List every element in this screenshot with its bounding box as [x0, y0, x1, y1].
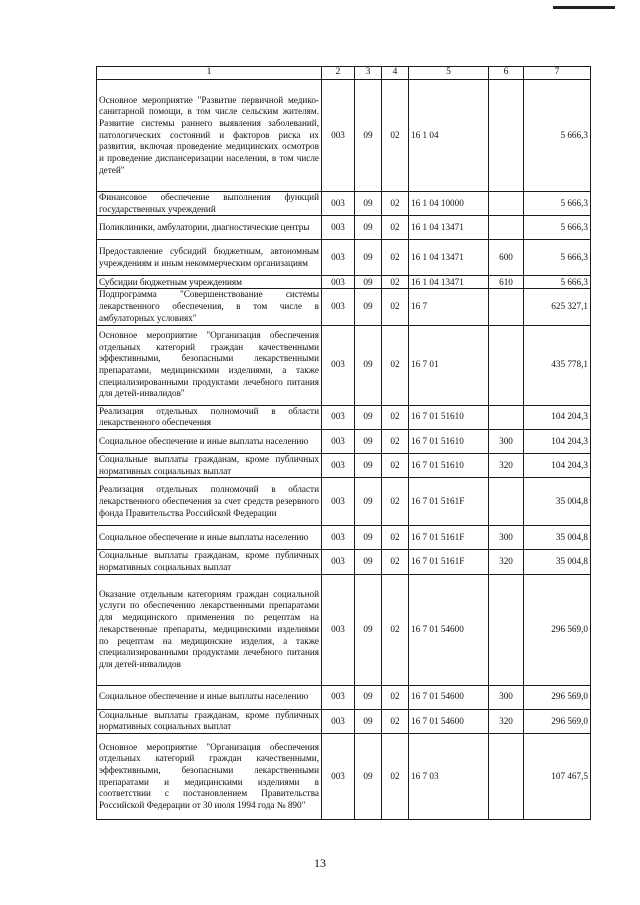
target-article-cell: 16 7 01 54600 — [409, 685, 489, 709]
subsection-code-cell: 02 — [382, 453, 409, 477]
subsection-code-cell: 02 — [382, 240, 409, 276]
amount-cell: 435 778,1 — [524, 325, 591, 405]
ministry-code-cell: 003 — [322, 734, 355, 820]
target-article-cell: 16 7 01 5161F — [409, 478, 489, 526]
subsection-code-cell: 02 — [382, 405, 409, 429]
header-cell: 6 — [489, 67, 524, 80]
table-row — [97, 550, 591, 574]
table-row — [97, 734, 591, 820]
header-cell: 4 — [382, 67, 409, 80]
expense-type-cell — [489, 734, 524, 820]
header-cell: 7 — [524, 67, 591, 80]
ministry-code-cell: 003 — [322, 478, 355, 526]
amount-cell: 35 004,8 — [524, 550, 591, 574]
amount-cell: 104 204,3 — [524, 429, 591, 453]
section-code-cell: 09 — [355, 216, 382, 240]
header-cell: 5 — [409, 67, 489, 80]
amount-cell: 5 666,3 — [524, 192, 591, 216]
subsection-code-cell: 02 — [382, 709, 409, 733]
expense-type-cell: 300 — [489, 685, 524, 709]
target-article-cell: 16 7 01 51610 — [409, 453, 489, 477]
ministry-code-cell: 003 — [322, 405, 355, 429]
item-name-cell: Поликлиники, амбулатории, диагностические центры — [97, 216, 322, 240]
ministry-code-cell: 003 — [322, 289, 355, 325]
budget-table — [96, 66, 591, 820]
subsection-code-cell: 02 — [382, 478, 409, 526]
section-code-cell: 09 — [355, 453, 382, 477]
item-name-cell: Реализация отдельных полномочий в области лекарственного обеспечения — [97, 405, 322, 429]
target-article-cell: 16 7 01 5161F — [409, 550, 489, 574]
amount-cell: 5 666,3 — [524, 276, 591, 289]
expense-type-cell — [489, 192, 524, 216]
item-name-cell: Субсидии бюджетным учреждениям — [97, 276, 322, 289]
amount-cell: 35 004,8 — [524, 526, 591, 550]
section-code-cell: 09 — [355, 405, 382, 429]
item-name-cell: Социальные выплаты гражданам, кроме публичных нормативных социальных выплат — [97, 453, 322, 477]
amount-cell: 5 666,3 — [524, 216, 591, 240]
ministry-code-cell: 003 — [322, 574, 355, 685]
item-name-cell: Основное мероприятие "Организация обеспечения отдельных категорий граждан качественными эффективными, безопасными лекарственными препаратами, медицинскими изделиями, а также специализированными продуктами лечебного питания для детей-инвалидов" — [97, 325, 322, 405]
amount-cell: 35 004,8 — [524, 478, 591, 526]
subsection-code-cell: 02 — [382, 325, 409, 405]
scan-edge-mark — [553, 6, 615, 9]
section-code-cell: 09 — [355, 289, 382, 325]
amount-cell: 104 204,3 — [524, 453, 591, 477]
item-name-cell: Социальное обеспечение и иные выплаты населению — [97, 526, 322, 550]
target-article-cell: 16 7 01 51610 — [409, 429, 489, 453]
expense-type-cell: 320 — [489, 453, 524, 477]
amount-cell: 296 569,0 — [524, 574, 591, 685]
subsection-code-cell: 02 — [382, 685, 409, 709]
amount-cell: 296 569,0 — [524, 709, 591, 733]
amount-cell: 5 666,3 — [524, 240, 591, 276]
item-name-cell: Социальное обеспечение и иные выплаты населению — [97, 685, 322, 709]
header-row — [97, 67, 591, 80]
subsection-code-cell: 02 — [382, 429, 409, 453]
expense-type-cell: 600 — [489, 240, 524, 276]
amount-cell: 107 467,5 — [524, 734, 591, 820]
expense-type-cell — [489, 574, 524, 685]
target-article-cell: 16 7 — [409, 289, 489, 325]
ministry-code-cell: 003 — [322, 240, 355, 276]
item-name-cell: Социальные выплаты гражданам, кроме публичных нормативных социальных выплат — [97, 709, 322, 733]
table-row — [97, 276, 591, 289]
header-cell: 2 — [322, 67, 355, 80]
subsection-code-cell: 02 — [382, 80, 409, 192]
item-name-cell: Предоставление субсидий бюджетным, автономным учреждениям и иным некоммерческим организациям — [97, 240, 322, 276]
subsection-code-cell: 02 — [382, 526, 409, 550]
target-article-cell: 16 1 04 — [409, 80, 489, 192]
subsection-code-cell: 02 — [382, 550, 409, 574]
table-row — [97, 289, 591, 325]
table-row — [97, 192, 591, 216]
target-article-cell: 16 7 03 — [409, 734, 489, 820]
target-article-cell: 16 7 01 54600 — [409, 709, 489, 733]
amount-cell: 625 327,1 — [524, 289, 591, 325]
header-cell: 3 — [355, 67, 382, 80]
section-code-cell: 09 — [355, 526, 382, 550]
table-row — [97, 216, 591, 240]
item-name-cell: Оказание отдельным категориям граждан социальной услуги по обеспечению лекарственными препаратами для медицинского применения по рецептам на лекарственные препараты, медицинскими изделиями по рецептам на медицинские изделия, а также специализированными продуктами лечебного питания для детей-инвалидов — [97, 574, 322, 685]
expense-type-cell: 300 — [489, 526, 524, 550]
amount-cell: 5 666,3 — [524, 80, 591, 192]
target-article-cell: 16 7 01 51610 — [409, 405, 489, 429]
subsection-code-cell: 02 — [382, 216, 409, 240]
section-code-cell: 09 — [355, 709, 382, 733]
ministry-code-cell: 003 — [322, 192, 355, 216]
ministry-code-cell: 003 — [322, 80, 355, 192]
target-article-cell: 16 7 01 54600 — [409, 574, 489, 685]
ministry-code-cell: 003 — [322, 550, 355, 574]
table-row — [97, 325, 591, 405]
table-row — [97, 80, 591, 192]
table-row — [97, 240, 591, 276]
section-code-cell: 09 — [355, 325, 382, 405]
section-code-cell: 09 — [355, 734, 382, 820]
table-row — [97, 405, 591, 429]
expense-type-cell: 300 — [489, 429, 524, 453]
subsection-code-cell: 02 — [382, 574, 409, 685]
ministry-code-cell: 003 — [322, 453, 355, 477]
ministry-code-cell: 003 — [322, 429, 355, 453]
expense-type-cell: 320 — [489, 709, 524, 733]
subsection-code-cell: 02 — [382, 734, 409, 820]
expense-type-cell: 610 — [489, 276, 524, 289]
section-code-cell: 09 — [355, 574, 382, 685]
section-code-cell: 09 — [355, 192, 382, 216]
expense-type-cell: 320 — [489, 550, 524, 574]
table-row — [97, 685, 591, 709]
ministry-code-cell: 003 — [322, 216, 355, 240]
subsection-code-cell: 02 — [382, 192, 409, 216]
table-row — [97, 453, 591, 477]
expense-type-cell — [489, 405, 524, 429]
section-code-cell: 09 — [355, 550, 382, 574]
section-code-cell: 09 — [355, 80, 382, 192]
header-cell: 1 — [97, 67, 322, 80]
ministry-code-cell: 003 — [322, 276, 355, 289]
table-row — [97, 526, 591, 550]
amount-cell: 104 204,3 — [524, 405, 591, 429]
expense-type-cell — [489, 325, 524, 405]
subsection-code-cell: 02 — [382, 289, 409, 325]
section-code-cell: 09 — [355, 276, 382, 289]
item-name-cell: Подпрограмма "Совершенствование системы лекарственного обеспечения, в том числе в амбулаторных условиях" — [97, 289, 322, 325]
table-row — [97, 574, 591, 685]
ministry-code-cell: 003 — [322, 325, 355, 405]
section-code-cell: 09 — [355, 478, 382, 526]
page-number: 13 — [314, 856, 326, 870]
item-name-cell: Социальное обеспечение и иные выплаты населению — [97, 429, 322, 453]
item-name-cell: Реализация отдельных полномочий в области лекарственного обеспечения за счет средств резервного фонда Правительства Российской Федерации — [97, 478, 322, 526]
ministry-code-cell: 003 — [322, 526, 355, 550]
section-code-cell: 09 — [355, 240, 382, 276]
expense-type-cell — [489, 478, 524, 526]
target-article-cell: 16 7 01 5161F — [409, 526, 489, 550]
table-row — [97, 429, 591, 453]
target-article-cell: 16 1 04 13471 — [409, 216, 489, 240]
subsection-code-cell: 02 — [382, 276, 409, 289]
section-code-cell: 09 — [355, 429, 382, 453]
amount-cell: 296 569,0 — [524, 685, 591, 709]
target-article-cell: 16 1 04 13471 — [409, 276, 489, 289]
item-name-cell: Финансовое обеспечение выполнения функций государственных учреждений — [97, 192, 322, 216]
target-article-cell: 16 1 04 10000 — [409, 192, 489, 216]
item-name-cell: Основное мероприятие "Развитие первичной медико-санитарной помощи, в том числе сельским жителям. Развитие системы раннего выявления заболеваний, патологических состояний и факторов риска их развития, включая проведение медицинских осмотров и проведение диспансеризации населения, в том числе детей" — [97, 80, 322, 192]
target-article-cell: 16 1 04 13471 — [409, 240, 489, 276]
section-code-cell: 09 — [355, 685, 382, 709]
ministry-code-cell: 003 — [322, 709, 355, 733]
expense-type-cell — [489, 216, 524, 240]
item-name-cell: Основное мероприятие "Организация обеспечения отдельных категорий граждан качественными, эффективными, безопасными лекарственными препаратами и медицинскими изделиями в соответствии с постановлением Правительства Российской Федерации от 30 июля 1994 года № 890" — [97, 734, 322, 820]
ministry-code-cell: 003 — [322, 685, 355, 709]
expense-type-cell — [489, 289, 524, 325]
target-article-cell: 16 7 01 — [409, 325, 489, 405]
expense-type-cell — [489, 80, 524, 192]
item-name-cell: Социальные выплаты гражданам, кроме публичных нормативных социальных выплат — [97, 550, 322, 574]
table-row — [97, 709, 591, 733]
table-row — [97, 478, 591, 526]
